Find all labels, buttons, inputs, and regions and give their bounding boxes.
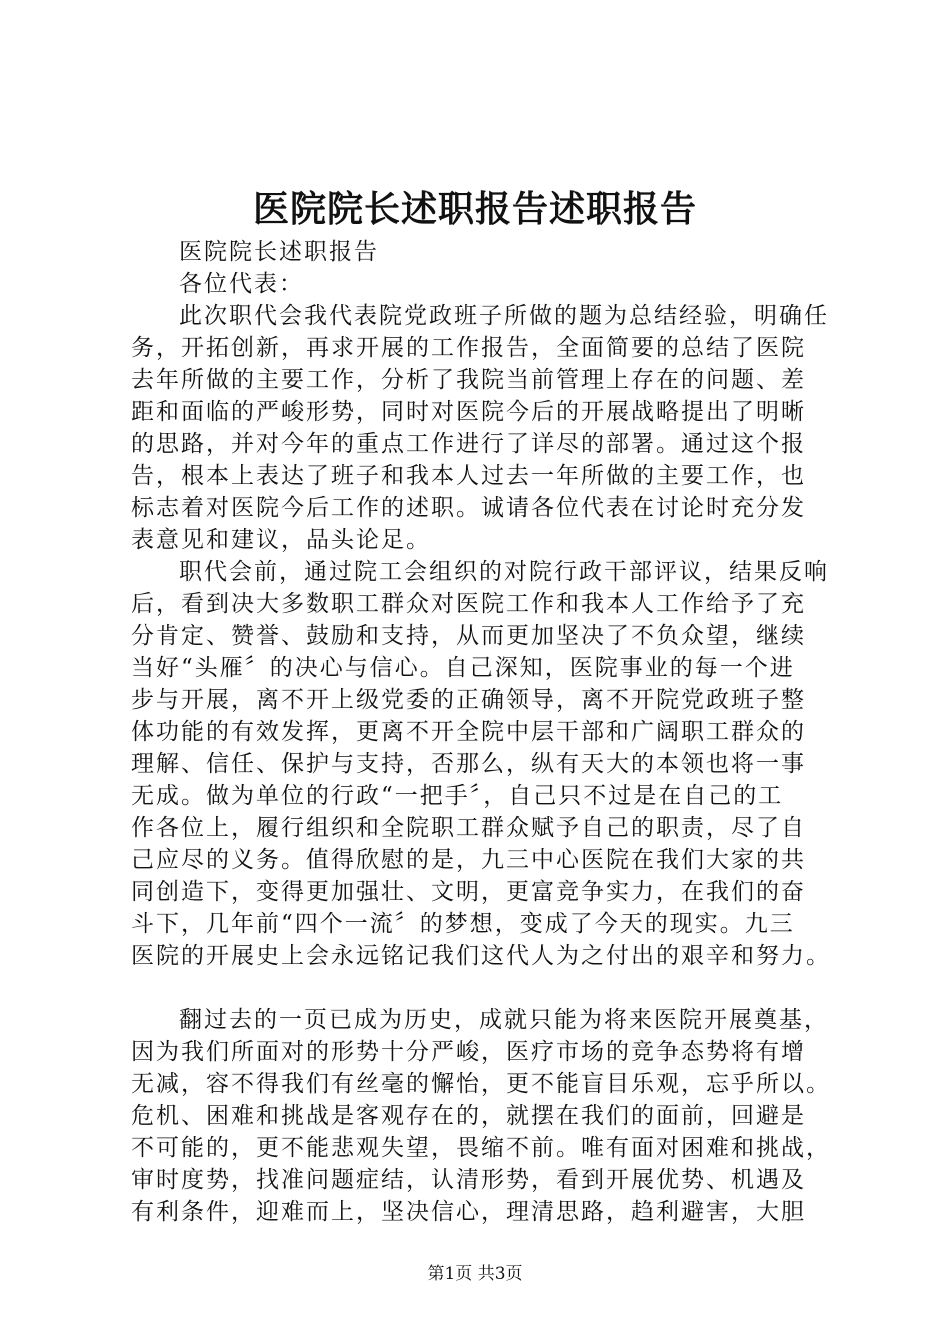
body-line: 无成。做为单位的行政“一把手〞，自己只不过是在自己的工	[131, 783, 784, 809]
body-line: 步与开展，离不开上级党委的正确领导，离不开院党政班子整	[131, 687, 806, 713]
body-line: 医院的开展史上会永远铭记我们这代人为之付出的艰辛和努力。	[131, 943, 831, 969]
body-line: 斗下，几年前“四个一流〞的梦想，变成了今天的现实。九三	[131, 911, 795, 937]
body-line: 理解、信任、保护与支持，否那么，纵有天大的本领也将一事	[131, 751, 806, 777]
body-line: 表意见和建议，品头论足。	[131, 527, 431, 553]
body-line: 同创造下，变得更加强壮、文明，更富竞争实力，在我们的奋	[131, 879, 806, 905]
body-line: 告，根本上表达了班子和我本人过去一年所做的主要工作，也	[131, 463, 806, 489]
body-line: 务，开拓创新，再求开展的工作报告，全面简要的总结了医院	[131, 335, 806, 361]
body-line: 己应尽的义务。值得欣慰的是，九三中心医院在我们大家的共	[131, 847, 806, 873]
page-number-footer: 第1页 共3页	[427, 1264, 523, 1284]
body-line: 去年所做的主要工作，分析了我院当前管理上存在的问题、差	[131, 367, 806, 393]
body-line: 无减，容不得我们有丝毫的懈怡，更不能盲目乐观，忘乎所以。	[131, 1071, 831, 1097]
body-line: 医院院长述职报告	[179, 239, 379, 265]
body-line: 标志着对医院今后工作的述职。诚请各位代表在讨论时充分发	[131, 495, 806, 521]
body-line: 体功能的有效发挥，更离不开全院中层干部和广阔职工群众的	[131, 719, 806, 745]
body-line: 的思路，并对今年的重点工作进行了详尽的部署。通过这个报	[131, 431, 806, 457]
body-line: 危机、困难和挑战是客观存在的，就摆在我们的面前，回避是	[131, 1103, 806, 1129]
body-line: 后，看到决大多数职工群众对医院工作和我本人工作给予了充	[131, 591, 806, 617]
body-line: 职代会前，通过院工会组织的对院行政干部评议，结果反响	[179, 559, 829, 585]
body-line: 不可能的，更不能悲观失望，畏缩不前。唯有面对困难和挑战，	[131, 1135, 831, 1161]
body-line: 作各位上，履行组织和全院职工群众赋予自己的职责，尽了自	[131, 815, 806, 841]
body-line: 此次职代会我代表院党政班子所做的题为总结经验，明确任	[179, 303, 829, 329]
body-line: 翻过去的一页已成为历史，成就只能为将来医院开展奠基，	[179, 1007, 829, 1033]
body-line: 审时度势，找准问题症结，认清形势，看到开展优势、机遇及	[131, 1167, 806, 1193]
body-line: 有利条件，迎难而上，坚决信心，理清思路，趋利避害，大胆	[131, 1199, 806, 1225]
body-line: 当好“头雁〞的决心与信心。自己深知，医院事业的每一个进	[131, 655, 795, 681]
body-line: 分肯定、赞誉、鼓励和支持，从而更加坚决了不负众望，继续	[131, 623, 806, 649]
body-line: 各位代表：	[179, 271, 304, 297]
document-title: 医院院长述职报告述职报告	[252, 188, 697, 230]
document-body	[131, 236, 851, 1228]
body-line: 因为我们所面对的形势十分严峻，医疗市场的竞争态势将有增	[131, 1039, 806, 1065]
blank-line	[131, 972, 851, 1004]
body-line: 距和面临的严峻形势，同时对医院今后的开展战略提出了明晰	[131, 399, 806, 425]
